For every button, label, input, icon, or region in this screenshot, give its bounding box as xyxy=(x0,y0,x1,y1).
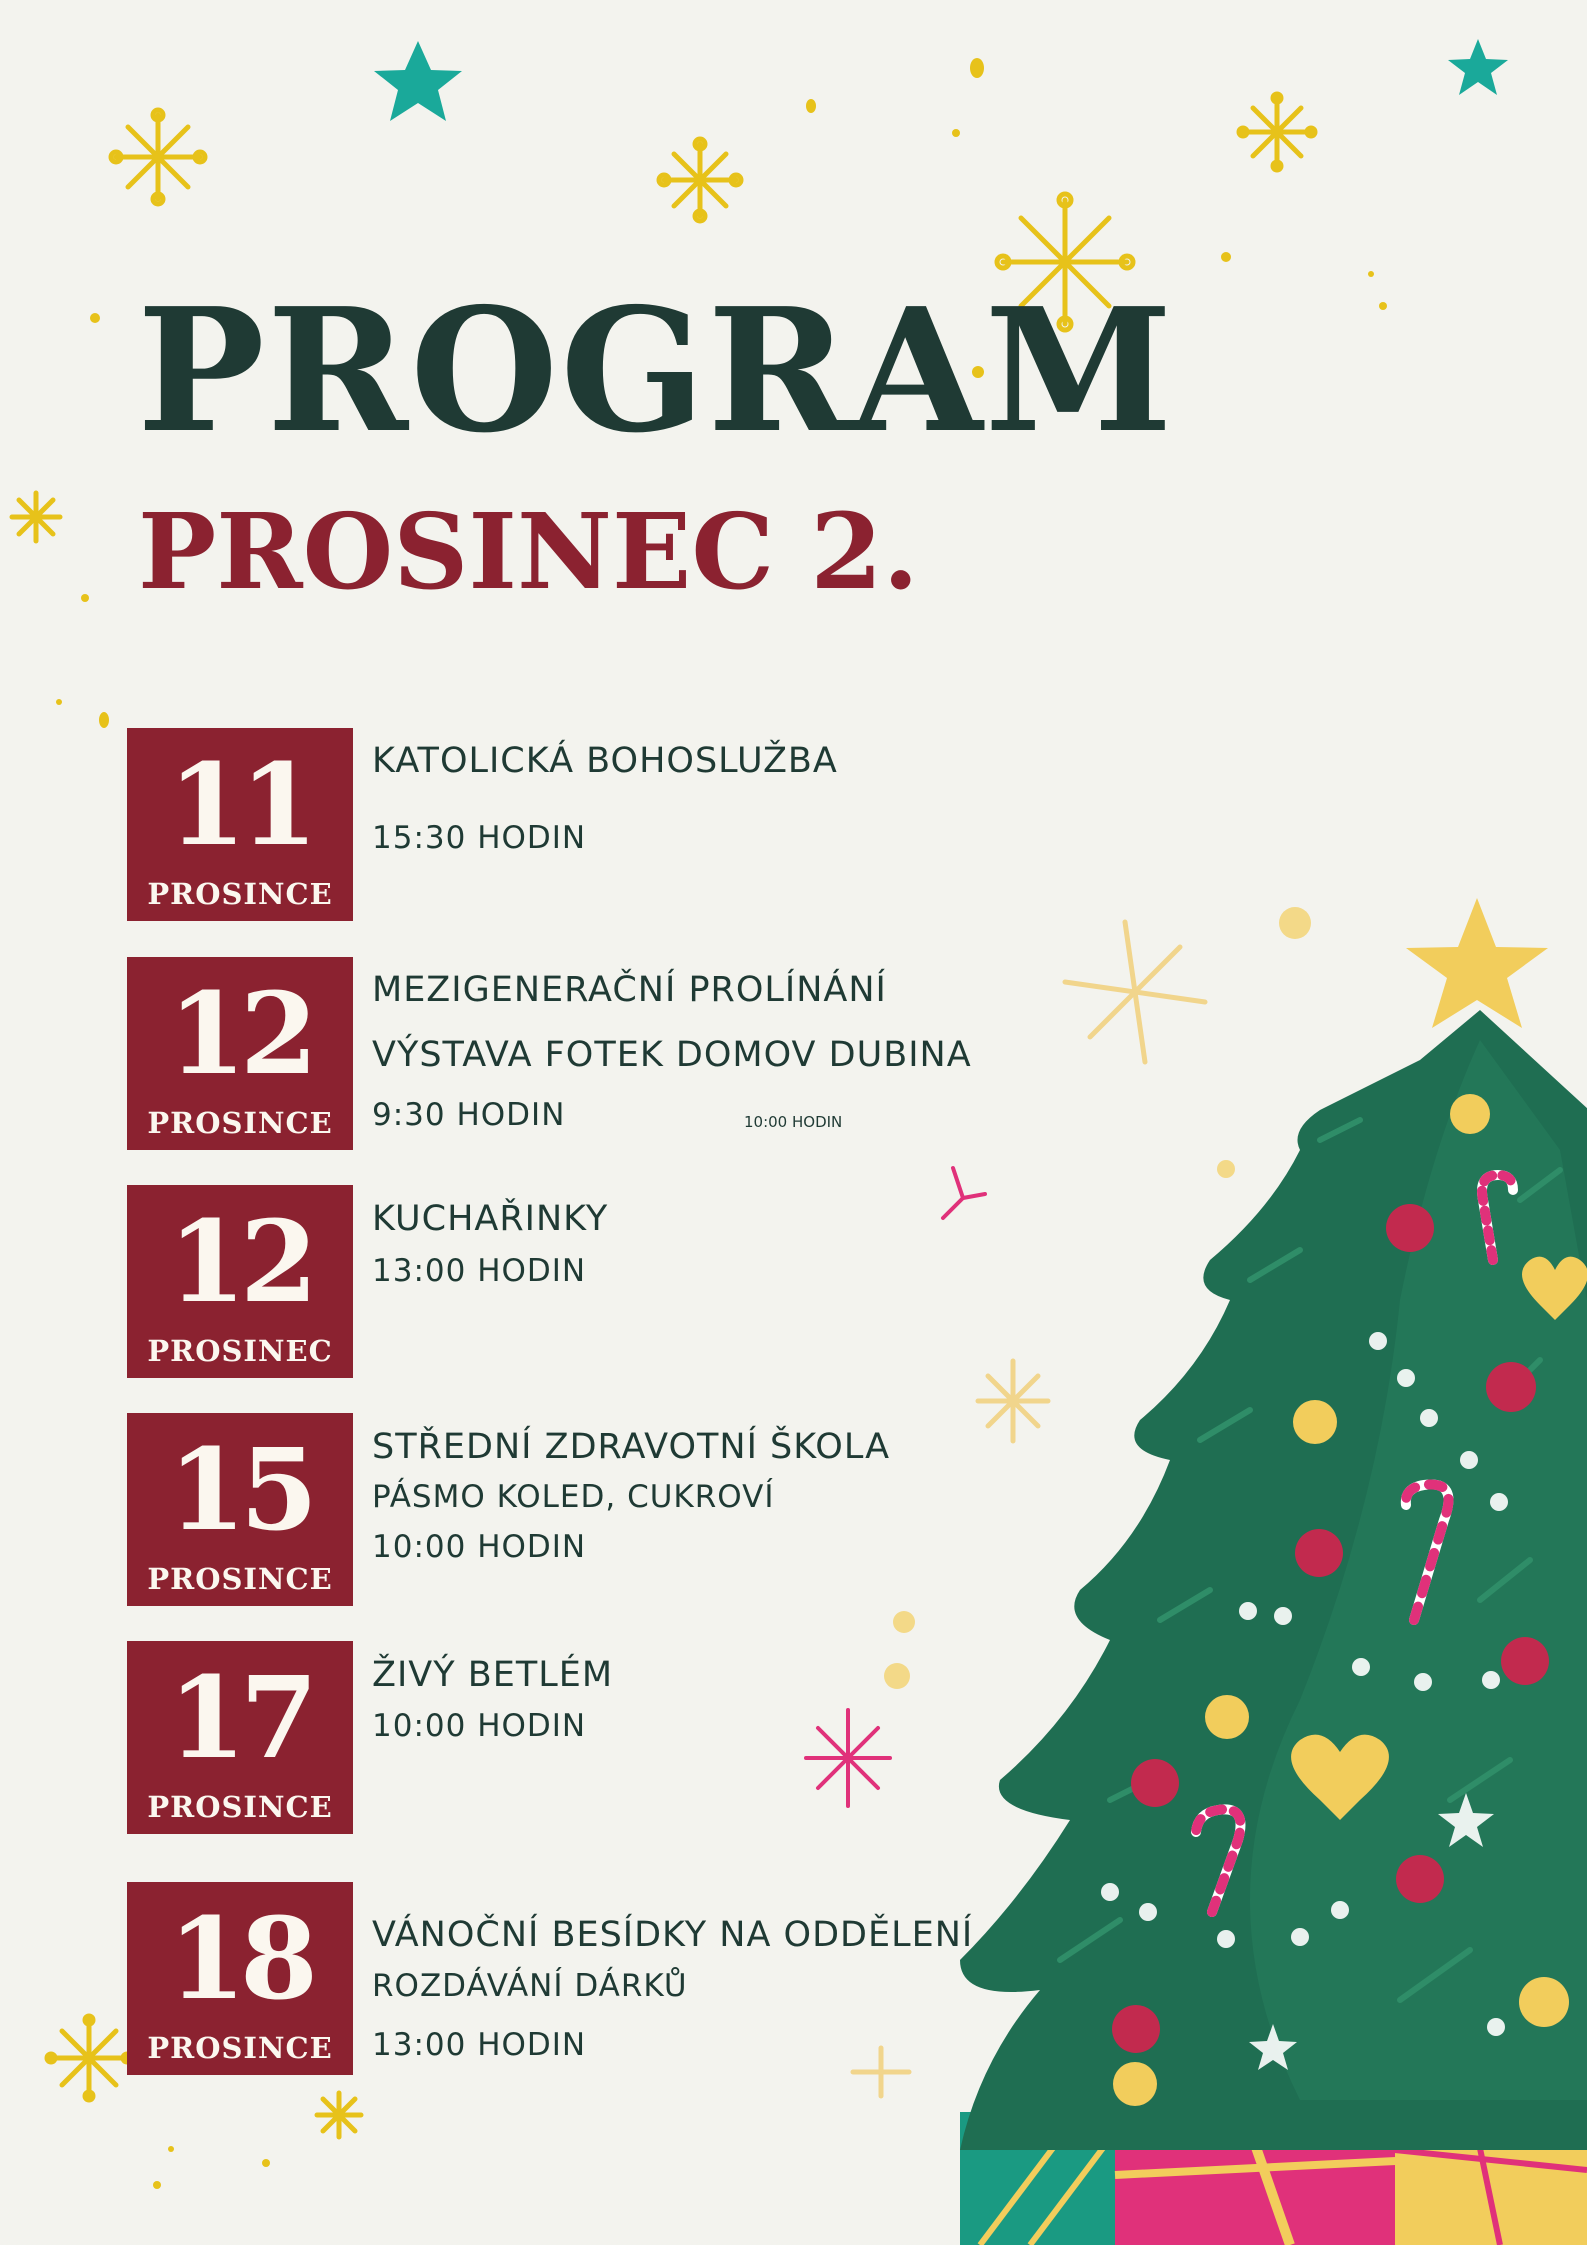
event-detail: VÝSTAVA FOTEK DOMOV DUBINA xyxy=(372,1035,972,1075)
date-day: 12 xyxy=(168,969,312,1100)
event-time: 13:00 HODIN xyxy=(372,1253,587,1289)
tree-foliage xyxy=(960,1010,1587,2150)
event-title: STŘEDNÍ ZDRAVOTNÍ ŠKOLA xyxy=(372,1427,891,1467)
event-title: MEZIGENERAČNÍ PROLÍNÁNÍ xyxy=(372,970,887,1010)
date-month: PROSINCE xyxy=(147,1106,333,1140)
event-title: KATOLICKÁ BOHOSLUŽBA xyxy=(372,741,838,781)
date-day: 12 xyxy=(168,1197,312,1328)
tree-star-icon xyxy=(1406,898,1548,1028)
event-time: 15:30 HODIN xyxy=(372,820,587,856)
event-time: 10:00 HODIN xyxy=(372,1529,587,1565)
event-title: VÁNOČNÍ BESÍDKY NA ODDĚLENÍ xyxy=(372,1915,974,1955)
date-badge xyxy=(127,1882,353,2075)
date-month: PROSINCE xyxy=(147,1790,333,1824)
event-detail: ROZDÁVÁNÍ DÁRKŮ xyxy=(372,1968,688,2004)
event-time-note: 10:00 HODIN xyxy=(744,1113,843,1131)
page-title: PROGRAM xyxy=(137,271,1175,471)
date-badge xyxy=(127,957,353,1150)
event-title: KUCHAŘINKY xyxy=(372,1199,609,1239)
date-day: 18 xyxy=(168,1894,312,2025)
date-badge xyxy=(127,1641,353,1834)
date-badge xyxy=(127,1413,353,1606)
date-badge xyxy=(127,1185,353,1378)
date-month: PROSINCE xyxy=(147,2031,333,2065)
date-month: PROSINCE xyxy=(147,1562,333,1596)
date-day: 11 xyxy=(168,740,312,871)
date-day: 17 xyxy=(168,1653,312,1784)
date-day: 15 xyxy=(168,1425,312,1556)
event-time: 10:00 HODIN xyxy=(372,1708,587,1744)
event-title: ŽIVÝ BETLÉM xyxy=(372,1655,614,1695)
event-detail: PÁSMO KOLED, CUKROVÍ xyxy=(372,1479,775,1515)
date-month: PROSINEC xyxy=(147,1334,333,1368)
event-time: 13:00 HODIN xyxy=(372,2027,587,2063)
event-time: 9:30 HODIN xyxy=(372,1097,566,1133)
date-badge xyxy=(127,728,353,921)
page-subtitle: PROSINEC 2. xyxy=(138,490,919,613)
date-month: PROSINCE xyxy=(147,877,333,911)
